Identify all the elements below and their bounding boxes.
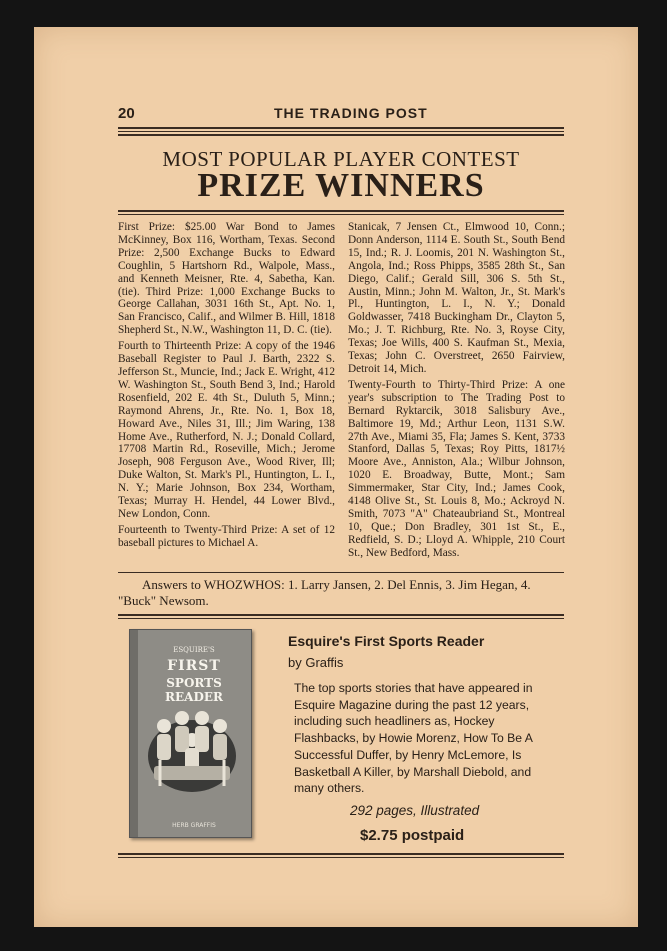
- ad-description: The top sports stories that have appeared in Esquire Magazine during the past 12 years, including such headliners as, Hockey Flashbacks, by Howie Morenz, How To Be A Successful Duffer, by Henry McLemore, Is Basketball A Killer, by Marshall Diebold, and many others.: [294, 681, 533, 796]
- ad-bottom-rule-thin: [118, 857, 564, 858]
- ad-price: $2.75 postpaid: [360, 827, 465, 844]
- headline-rule-thin: [118, 214, 564, 215]
- headline-line1: MOST POPULAR PLAYER CONTEST: [162, 147, 520, 171]
- quiz-answers: Answers to WHOZWHOS: 1. Larry Jansen, 2. Del Ennis, 3. Jim Hegan, 4. "Buck" Newsom.: [118, 577, 531, 608]
- page-number: 20: [118, 105, 135, 122]
- article-paragraph: First Prize: $25.00 War Bond to James McKinney, Box 116, Wortham, Texas. Second Prize: 2,500 Exchange Bucks to Edward Coughlin, 5 Hartshorn Rd., Walpole, Mass., and Kenneth Meisner, Rte. 4, Sabetha, Kan. (tie). Third Prize: 1,000 Exchange Bucks to George Callahan, 3031 16th St., Apt. No. 1, San Francisco, Calif., and Wilmer B. Hill, 1818 Shepherd St., N.W., Washington 11, D. C. (tie).: [118, 221, 335, 337]
- article-bottom-rule: [118, 572, 564, 573]
- book-cover-title-line2: SPORTS READER: [165, 676, 223, 704]
- article-paragraph: Fourth to Thirteenth Prize: A copy of the 1946 Baseball Register to Paul J. Barth, 2322 S. Jefferson St., Muncie, Ind.; Jack E. Wright, 412 W. Washington St., South Bend 3, Ind.; Harold Rosenfield, 202 E. 4th St., Duluth 5, Minn.; Raymond Ahrens, Jr., Rte. No. 1, Box 18, Howard Ave., Niles 31, Ill.; Jim Waring, 138 Home Ave., Rutherford, N. J.; Donald Collard, 17708 Martin Rd., Roseville, Mich.; Jerome Joseph, 908 Ferguson Ave., Wood River, Ill; Duke Walton, St. Mark's Pl., Huntington, L. I., N. Y.; Marie Johnson, Box 234, Wortham, Texas; Murray H. Hendel, 44 Lower Blvd., New London, Conn.: [118, 340, 335, 520]
- article-paragraph: Stanicak, 7 Jensen Ct., Elmwood 10, Conn.; Donn Anderson, 1114 E. South St., South Bend 15, Ind.; R. J. Loomis, 201 N. Washington St., Angola, Ind.; Ross Phipps, 3585 28th St., San Diego, Calif.; Gerald Sill, 306 S. 5th St., Austin, Minn.; John M. Walton, Jr., St. Mark's Pl., Huntington, L. I., N. Y.; Donald Goldwasser, 7418 Buckingham Dr., Clayton 5, Mo.; J. T. Richburg, Rte. No. 3, Royse City, Texas; Joe Wills, 400 S. Kaufman St., Mexia, Texas; John C. Overstreet, 2650 Fairview, Detroit 14, Mich.: [348, 221, 565, 375]
- article-column-left: [118, 221, 335, 553]
- headline-line2: PRIZE WINNERS: [197, 167, 485, 204]
- article-paragraph: Fourteenth to Twenty-Third Prize: A set of 12 baseball pictures to Michael A.: [118, 523, 335, 549]
- header-rule-top: [118, 127, 564, 129]
- header-rule-middle: [118, 131, 564, 132]
- book-cover-illustration: [144, 696, 240, 816]
- book-cover-title-line1: FIRST: [167, 658, 221, 674]
- ad-title: Esquire's First Sports Reader: [288, 633, 485, 649]
- book-cover-publisher: ESQUIRE'S: [173, 646, 215, 654]
- running-title: THE TRADING POST: [274, 105, 428, 121]
- book-cover-author: HERB GRAFFIS: [172, 822, 216, 829]
- ad-bottom-rule: [118, 853, 564, 855]
- headline-rule-thick: [118, 210, 564, 212]
- article-paragraph: Twenty-Fourth to Thirty-Third Prize: A one year's subscription to The Trading Post to Bernard Ryktarcik, 3018 Salisbury Ave., Baltimore 19, Md.; Arthur Leon, 1131 S.W. 27th Ave., Miami 35, Fla; James S. Kent, 3733 Stanford, Dallas 5, Texas; Roy Pitts, 1817½ Moore Ave., Anniston, Ala.; Wilbur Johnson, 1020 E. Broadway, Butte, Mont.; Sam Simmermaker, Star City, Ind.; James Cook, 4148 Olive St., St. Louis 8, Mo.; Ackroyd N. Smith, 7073 "A" Chateaubriand St., Montreal 10, Que.; Don Bradley, 301 1st St., E., Redfield, S. D.; Lloyd A. Whipple, 210 Court St., New Bedford, Mass.: [348, 378, 565, 559]
- ad-top-rule-thin: [118, 618, 564, 619]
- header-rule-bottom: [118, 134, 564, 136]
- article-column-right: [348, 221, 565, 563]
- book-spine: [130, 630, 138, 837]
- magazine-page: [34, 27, 638, 927]
- ad-page-count: 292 pages, Illustrated: [350, 803, 480, 818]
- ad-author: by Graffis: [288, 655, 344, 670]
- book-cover-image: [129, 629, 252, 838]
- ad-top-rule: [118, 614, 564, 616]
